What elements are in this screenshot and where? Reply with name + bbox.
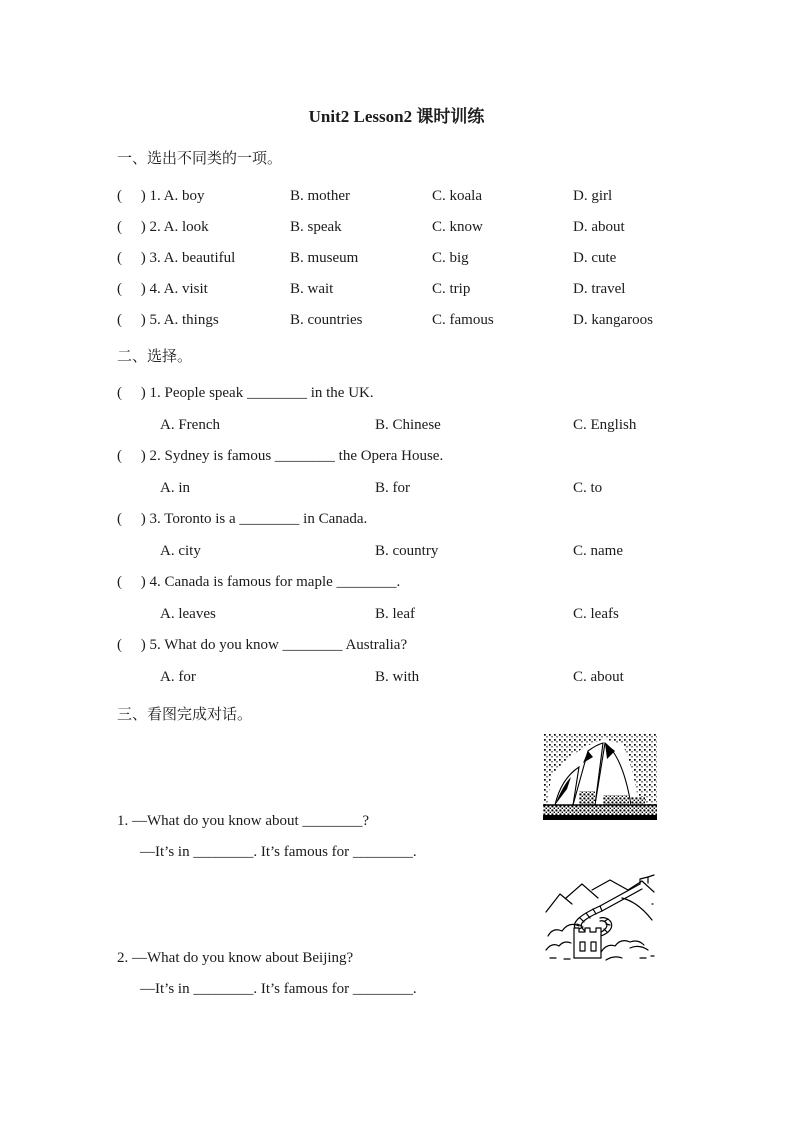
question-stem: ( ) 3. Toronto is a ________ in Canada.	[117, 511, 368, 527]
option-b: B. with	[375, 669, 420, 685]
option-d: D. girl	[573, 188, 613, 204]
option-c: C. about	[573, 669, 624, 685]
option-a: A. for	[160, 669, 196, 685]
option-a: A. French	[160, 417, 220, 433]
table-row	[117, 219, 723, 236]
dialog1-line1: 1. —What do you know about ________?	[117, 813, 370, 829]
option-d: D. about	[573, 219, 625, 235]
option-b: B. countries	[290, 312, 363, 328]
option-c: C. big	[432, 250, 469, 266]
question-label: ( ) 1. A. boy	[117, 188, 205, 204]
dialog2-line1: 2. —What do you know about Beijing?	[117, 950, 354, 966]
option-a: A. city	[160, 543, 201, 559]
table-row	[117, 281, 723, 298]
table-row	[117, 188, 723, 205]
option-b: B. mother	[290, 188, 350, 204]
option-c: C. famous	[432, 312, 494, 328]
opera-house-figure	[543, 733, 657, 825]
dialog2-line2: —It’s in ________. It’s famous for ________.	[140, 981, 417, 997]
option-row	[160, 669, 723, 686]
section3-heading: 三、看图完成对话。	[117, 707, 253, 723]
option-c: C. know	[432, 219, 483, 235]
great-wall-image	[544, 872, 656, 962]
question-stem: ( ) 5. What do you know ________ Australia?	[117, 637, 408, 653]
option-c: C. name	[573, 543, 623, 559]
question-stem: ( ) 4. Canada is famous for maple ________.	[117, 574, 401, 590]
question-label: ( ) 4. A. visit	[117, 281, 208, 297]
option-d: D. cute	[573, 250, 617, 266]
option-b: B. leaf	[375, 606, 415, 622]
option-b: B. museum	[290, 250, 359, 266]
option-b: B. for	[375, 480, 410, 496]
question-stem: ( ) 2. Sydney is famous ________ the Opera House.	[117, 448, 444, 464]
option-c: C. English	[573, 417, 637, 433]
option-row	[160, 543, 723, 560]
option-c: C. koala	[432, 188, 482, 204]
table-row	[117, 250, 723, 267]
question-label: ( ) 2. A. look	[117, 219, 209, 235]
option-b: B. country	[375, 543, 439, 559]
option-b: B. Chinese	[375, 417, 441, 433]
option-a: A. leaves	[160, 606, 216, 622]
option-c: C. leafs	[573, 606, 619, 622]
option-d: D. kangaroos	[573, 312, 653, 328]
option-b: B. wait	[290, 281, 334, 297]
dialog1-line2: —It’s in ________. It’s famous for ________.	[140, 844, 417, 860]
table-row	[117, 312, 723, 329]
option-row	[160, 417, 723, 434]
option-row	[160, 480, 723, 497]
option-b: B. speak	[290, 219, 342, 235]
option-d: D. travel	[573, 281, 626, 297]
option-c: C. trip	[432, 281, 471, 297]
sydney-opera-house-image	[543, 733, 657, 825]
question-label: ( ) 3. A. beautiful	[117, 250, 236, 266]
option-a: A. in	[160, 480, 190, 496]
option-c: C. to	[573, 480, 603, 496]
section1-heading: 一、选出不同类的一项。	[117, 151, 283, 167]
page-title: Unit2 Lesson2 课时训练	[308, 107, 485, 126]
section2-heading: 二、选择。	[117, 349, 193, 365]
question-label: ( ) 5. A. things	[117, 312, 219, 328]
question-stem: ( ) 1. People speak ________ in the UK.	[117, 385, 374, 401]
option-row	[160, 606, 723, 623]
great-wall-figure	[544, 872, 656, 962]
